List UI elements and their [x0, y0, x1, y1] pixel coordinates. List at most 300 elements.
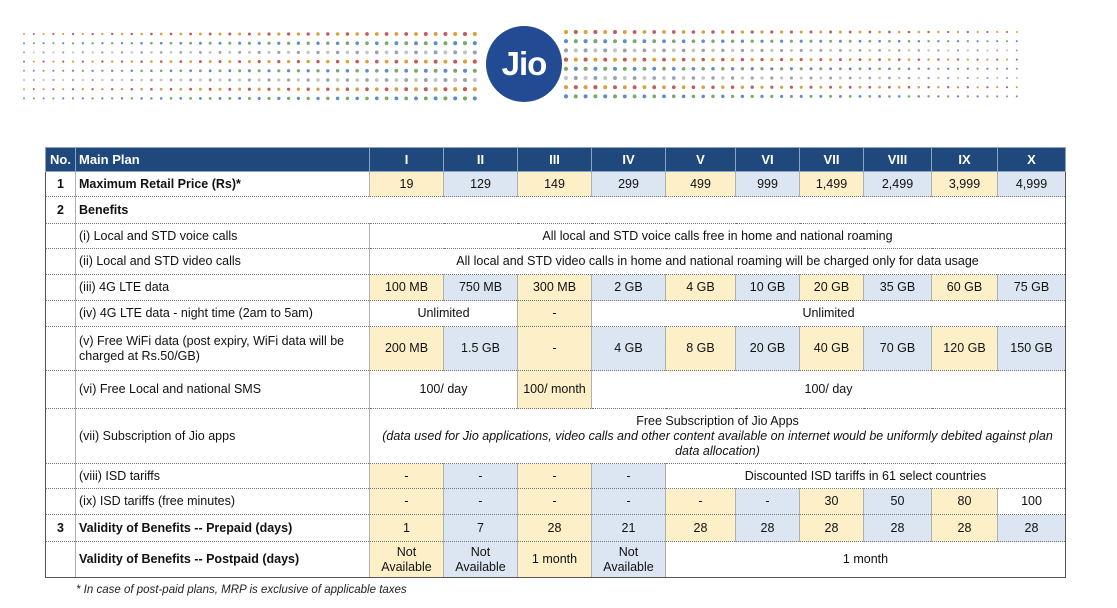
row-label: (viii) ISD tariffs	[76, 464, 370, 489]
decorative-dot	[927, 40, 929, 42]
lte-cell: 300 MB	[518, 275, 592, 301]
decorative-dot	[199, 97, 202, 100]
decorative-dot	[238, 60, 241, 63]
decorative-dot	[1006, 95, 1008, 97]
decorative-dot	[711, 67, 714, 70]
decorative-dot	[613, 67, 617, 71]
apps-value	[370, 409, 1066, 464]
dot-pattern-right	[562, 28, 1027, 103]
jio-logo	[486, 26, 562, 102]
decorative-dot	[790, 86, 793, 89]
decorative-dot	[652, 76, 656, 80]
decorative-dot	[760, 86, 763, 89]
decorative-dot	[385, 51, 389, 55]
decorative-dot	[682, 58, 686, 62]
decorative-dot	[346, 60, 350, 64]
decorative-dot	[111, 33, 113, 35]
decorative-dot	[375, 60, 379, 64]
decorative-dot	[463, 96, 467, 100]
decorative-dot	[564, 39, 568, 43]
decorative-dot	[355, 69, 359, 73]
decorative-dot	[434, 69, 438, 73]
decorative-dot	[170, 51, 173, 54]
decorative-dot	[326, 97, 329, 100]
decorative-dot	[365, 41, 369, 45]
decorative-dot	[414, 96, 418, 100]
decorative-dot	[751, 67, 754, 70]
row-label: (ii) Local and STD video calls	[76, 249, 370, 275]
decorative-dot	[603, 48, 607, 52]
decorative-dot	[443, 50, 447, 54]
decorative-dot	[91, 60, 93, 62]
decorative-dot	[248, 78, 251, 81]
decorative-dot	[741, 76, 744, 79]
decorative-dot	[878, 49, 881, 52]
decorative-dot	[355, 32, 359, 36]
decorative-dot	[101, 88, 103, 90]
decorative-dot	[336, 69, 339, 72]
decorative-dot	[111, 42, 113, 44]
decorative-dot	[297, 88, 300, 91]
decorative-dot	[859, 95, 862, 98]
decorative-dot	[829, 31, 832, 34]
decorative-dot	[404, 50, 408, 54]
decorative-dot	[721, 85, 724, 88]
decorative-dot	[701, 58, 705, 62]
decorative-dot	[316, 69, 319, 72]
decorative-dot	[375, 51, 379, 55]
decorative-dot	[209, 69, 212, 72]
decorative-dot	[790, 40, 793, 43]
decorative-dot	[209, 33, 212, 36]
decorative-dot	[23, 33, 25, 35]
decorative-dot	[947, 86, 949, 88]
decorative-dot	[751, 76, 754, 79]
decorative-dot	[160, 69, 163, 72]
row-number-empty	[46, 224, 76, 249]
decorative-dot	[898, 95, 901, 98]
decorative-dot	[365, 78, 369, 82]
decorative-dot	[642, 58, 646, 62]
decorative-dot	[957, 49, 959, 51]
decorative-dot	[414, 41, 418, 45]
decorative-dot	[682, 30, 686, 34]
decorative-dot	[751, 49, 754, 52]
decorative-dot	[209, 60, 212, 63]
decorative-dot	[751, 40, 754, 43]
decorative-dot	[199, 33, 202, 36]
row-prepaid	[46, 515, 1066, 542]
decorative-dot	[258, 32, 261, 35]
decorative-dot	[434, 96, 438, 100]
decorative-dot	[927, 95, 929, 97]
wifi-cell: 8 GB	[666, 327, 736, 371]
sms-value-b: 100/ month	[518, 371, 592, 409]
decorative-dot	[800, 40, 803, 43]
decorative-dot	[564, 48, 568, 52]
isd-rest: Discounted ISD tariffs in 61 select countries	[666, 464, 1066, 489]
decorative-dot	[642, 48, 646, 52]
row-number-empty	[46, 489, 76, 515]
decorative-dot	[859, 77, 862, 80]
row-label: (i) Local and STD voice calls	[76, 224, 370, 249]
isd-min-cell: -	[518, 489, 592, 515]
lte-cell: 60 GB	[932, 275, 998, 301]
decorative-dot	[819, 86, 822, 89]
decorative-dot	[287, 78, 290, 81]
decorative-dot	[800, 30, 803, 33]
decorative-dot	[43, 61, 45, 63]
decorative-dot	[593, 39, 597, 43]
decorative-dot	[760, 95, 763, 98]
decorative-dot	[780, 76, 783, 79]
decorative-dot	[967, 58, 969, 60]
decorative-dot	[829, 67, 832, 70]
decorative-dot	[1006, 86, 1008, 88]
decorative-dot	[395, 78, 399, 82]
decorative-dot	[584, 67, 588, 71]
decorative-dot	[692, 85, 696, 89]
decorative-dot	[355, 87, 359, 91]
decorative-dot	[652, 39, 656, 43]
decorative-dot	[140, 97, 143, 100]
decorative-dot	[976, 68, 978, 70]
header-plan-col: V	[666, 148, 736, 172]
row-label: Maximum Retail Price (Rs)*	[76, 172, 370, 197]
decorative-dot	[434, 60, 438, 64]
row-isd-minutes	[46, 489, 1066, 515]
footnote: * In case of post-paid plans, MRP is exclusive of applicable taxes	[76, 584, 407, 596]
decorative-dot	[859, 49, 862, 52]
decorative-dot	[603, 67, 607, 71]
decorative-dot	[82, 97, 84, 99]
decorative-dot	[316, 51, 319, 54]
decorative-dot	[297, 78, 300, 81]
decorative-dot	[918, 68, 921, 71]
decorative-dot	[111, 51, 113, 53]
decorative-dot	[918, 86, 921, 89]
decorative-dot	[741, 49, 744, 52]
decorative-dot	[584, 48, 588, 52]
decorative-dot	[463, 87, 467, 91]
decorative-dot	[463, 69, 467, 73]
decorative-dot	[662, 39, 666, 43]
decorative-dot	[91, 33, 93, 35]
decorative-dot	[613, 94, 617, 98]
decorative-dot	[473, 78, 477, 82]
night-value-b: -	[518, 301, 592, 327]
decorative-dot	[473, 32, 477, 36]
decorative-dot	[908, 95, 911, 98]
decorative-dot	[160, 79, 163, 82]
decorative-dot	[662, 76, 666, 80]
page-header	[0, 0, 1117, 140]
mrp-cell: 4,999	[998, 172, 1066, 197]
decorative-dot	[404, 60, 408, 64]
decorative-dot	[1016, 31, 1018, 33]
decorative-dot	[937, 77, 939, 79]
decorative-dot	[443, 78, 447, 82]
voice-value: All local and STD voice calls free in home and national roaming	[370, 224, 1066, 249]
decorative-dot	[682, 49, 686, 53]
decorative-dot	[189, 88, 192, 91]
decorative-dot	[160, 88, 163, 91]
row-sms	[46, 371, 1066, 409]
decorative-dot	[996, 86, 998, 88]
decorative-dot	[33, 33, 35, 35]
decorative-dot	[131, 33, 134, 36]
decorative-dot	[424, 32, 428, 36]
decorative-dot	[121, 70, 123, 72]
decorative-dot	[564, 67, 568, 71]
decorative-dot	[829, 86, 832, 89]
header-row	[46, 148, 1066, 172]
decorative-dot	[868, 31, 871, 34]
decorative-dot	[584, 85, 588, 89]
postpaid-cell: 1 month	[518, 542, 592, 578]
decorative-dot	[62, 70, 64, 72]
decorative-dot	[908, 86, 911, 89]
decorative-dot	[692, 58, 696, 62]
logo-text: Jio	[501, 45, 547, 82]
decorative-dot	[839, 40, 842, 43]
postpaid-cell: Not Available	[370, 542, 444, 578]
decorative-dot	[375, 87, 379, 91]
lte-cell: 20 GB	[800, 275, 864, 301]
decorative-dot	[326, 32, 329, 35]
decorative-dot	[326, 78, 329, 81]
decorative-dot	[780, 95, 783, 98]
decorative-dot	[443, 96, 447, 100]
decorative-dot	[957, 40, 959, 42]
decorative-dot	[453, 32, 457, 36]
decorative-dot	[672, 58, 676, 62]
decorative-dot	[307, 69, 310, 72]
decorative-dot	[199, 88, 202, 91]
decorative-dot	[297, 60, 300, 63]
decorative-dot	[170, 42, 173, 45]
decorative-dot	[967, 68, 969, 70]
decorative-dot	[473, 50, 477, 54]
prepaid-cell: 28	[998, 515, 1066, 542]
decorative-dot	[672, 76, 676, 80]
decorative-dot	[976, 31, 978, 33]
decorative-dot	[790, 58, 793, 61]
decorative-dot	[770, 30, 773, 33]
decorative-dot	[564, 94, 568, 98]
decorative-dot	[52, 51, 54, 53]
decorative-dot	[613, 30, 617, 34]
decorative-dot	[898, 77, 901, 80]
decorative-dot	[170, 97, 173, 100]
decorative-dot	[326, 51, 329, 54]
decorative-dot	[1016, 95, 1018, 97]
decorative-dot	[770, 95, 773, 98]
decorative-dot	[770, 49, 773, 52]
decorative-dot	[277, 78, 280, 81]
decorative-dot	[238, 97, 241, 100]
decorative-dot	[179, 88, 182, 91]
decorative-dot	[859, 40, 862, 43]
decorative-dot	[43, 70, 45, 72]
decorative-dot	[248, 42, 251, 45]
sms-value-a: 100/ day	[370, 371, 518, 409]
decorative-dot	[986, 77, 988, 79]
decorative-dot	[976, 49, 978, 51]
decorative-dot	[868, 77, 871, 80]
decorative-dot	[33, 42, 35, 44]
decorative-dot	[463, 41, 467, 45]
decorative-dot	[859, 31, 862, 34]
decorative-dot	[741, 86, 744, 89]
decorative-dot	[780, 40, 783, 43]
decorative-dot	[731, 30, 734, 33]
decorative-dot	[623, 67, 627, 71]
decorative-dot	[43, 42, 45, 44]
header-plan-col: IX	[932, 148, 998, 172]
decorative-dot	[633, 30, 637, 34]
decorative-dot	[800, 67, 803, 70]
decorative-dot	[414, 78, 418, 82]
decorative-dot	[179, 69, 182, 72]
decorative-dot	[819, 77, 822, 80]
decorative-dot	[33, 51, 35, 53]
decorative-dot	[613, 58, 617, 62]
decorative-dot	[1016, 59, 1018, 61]
decorative-dot	[760, 49, 763, 52]
decorative-dot	[346, 87, 350, 91]
decorative-dot	[395, 87, 399, 91]
decorative-dot	[898, 49, 901, 52]
decorative-dot	[800, 49, 803, 52]
decorative-dot	[453, 96, 457, 100]
decorative-dot	[829, 95, 832, 98]
decorative-dot	[623, 58, 627, 62]
decorative-dot	[375, 97, 379, 101]
decorative-dot	[878, 95, 881, 98]
decorative-dot	[23, 88, 25, 90]
mrp-cell: 2,499	[864, 172, 932, 197]
decorative-dot	[800, 95, 803, 98]
row-number-empty	[46, 327, 76, 371]
decorative-dot	[701, 67, 705, 71]
decorative-dot	[189, 60, 192, 63]
decorative-dot	[819, 40, 822, 43]
decorative-dot	[326, 60, 329, 63]
decorative-dot	[672, 95, 676, 99]
decorative-dot	[711, 39, 714, 42]
decorative-dot	[770, 86, 773, 89]
lte-cell: 2 GB	[592, 275, 666, 301]
decorative-dot	[937, 86, 939, 88]
decorative-dot	[365, 51, 369, 55]
decorative-dot	[170, 60, 173, 63]
decorative-dot	[82, 60, 84, 62]
decorative-dot	[642, 76, 646, 80]
row-number-empty	[46, 409, 76, 464]
decorative-dot	[652, 49, 656, 53]
decorative-dot	[443, 41, 447, 45]
decorative-dot	[150, 97, 153, 100]
decorative-dot	[375, 69, 379, 73]
decorative-dot	[564, 76, 568, 80]
decorative-dot	[721, 76, 724, 79]
decorative-dot	[751, 95, 754, 98]
decorative-dot	[849, 77, 852, 80]
decorative-dot	[346, 32, 350, 36]
decorative-dot	[228, 42, 231, 45]
decorative-dot	[849, 49, 852, 52]
decorative-dot	[121, 79, 123, 81]
decorative-dot	[43, 51, 45, 53]
decorative-dot	[82, 88, 84, 90]
decorative-dot	[701, 76, 705, 80]
header-plan-col: III	[518, 148, 592, 172]
decorative-dot	[839, 49, 842, 52]
decorative-dot	[839, 95, 842, 98]
decorative-dot	[209, 97, 212, 100]
decorative-dot	[701, 39, 705, 43]
decorative-dot	[131, 79, 134, 82]
decorative-dot	[976, 58, 978, 60]
decorative-dot	[770, 58, 773, 61]
decorative-dot	[731, 67, 734, 70]
isd-min-cell: -	[370, 489, 444, 515]
decorative-dot	[849, 86, 852, 89]
decorative-dot	[986, 40, 988, 42]
decorative-dot	[307, 97, 310, 100]
decorative-dot	[434, 78, 438, 82]
decorative-dot	[652, 30, 656, 34]
decorative-dot	[918, 95, 921, 98]
decorative-dot	[287, 51, 290, 54]
decorative-dot	[101, 51, 103, 53]
decorative-dot	[888, 95, 891, 98]
decorative-dot	[918, 58, 921, 61]
decorative-dot	[888, 58, 891, 61]
decorative-dot	[453, 60, 457, 64]
decorative-dot	[395, 32, 399, 36]
decorative-dot	[662, 49, 666, 53]
row-benefits	[46, 197, 1066, 224]
row-number: 3	[46, 515, 76, 542]
decorative-dot	[238, 32, 241, 35]
decorative-dot	[613, 85, 617, 89]
decorative-dot	[868, 67, 871, 70]
decorative-dot	[662, 30, 666, 34]
decorative-dot	[424, 87, 428, 91]
decorative-dot	[424, 50, 428, 54]
row-voice	[46, 224, 1066, 249]
decorative-dot	[385, 60, 389, 64]
decorative-dot	[849, 31, 852, 34]
decorative-dot	[888, 40, 891, 43]
night-value-c: Unlimited	[592, 301, 1066, 327]
decorative-dot	[121, 88, 123, 90]
lte-cell: 75 GB	[998, 275, 1066, 301]
decorative-dot	[140, 79, 143, 82]
decorative-dot	[346, 78, 350, 82]
decorative-dot	[52, 33, 54, 35]
decorative-dot	[731, 58, 734, 61]
postpaid-cell: Not Available	[592, 542, 666, 578]
decorative-dot	[336, 41, 339, 44]
decorative-dot	[248, 51, 251, 54]
decorative-dot	[642, 67, 646, 71]
decorative-dot	[662, 85, 666, 89]
decorative-dot	[623, 30, 627, 34]
decorative-dot	[277, 69, 280, 72]
